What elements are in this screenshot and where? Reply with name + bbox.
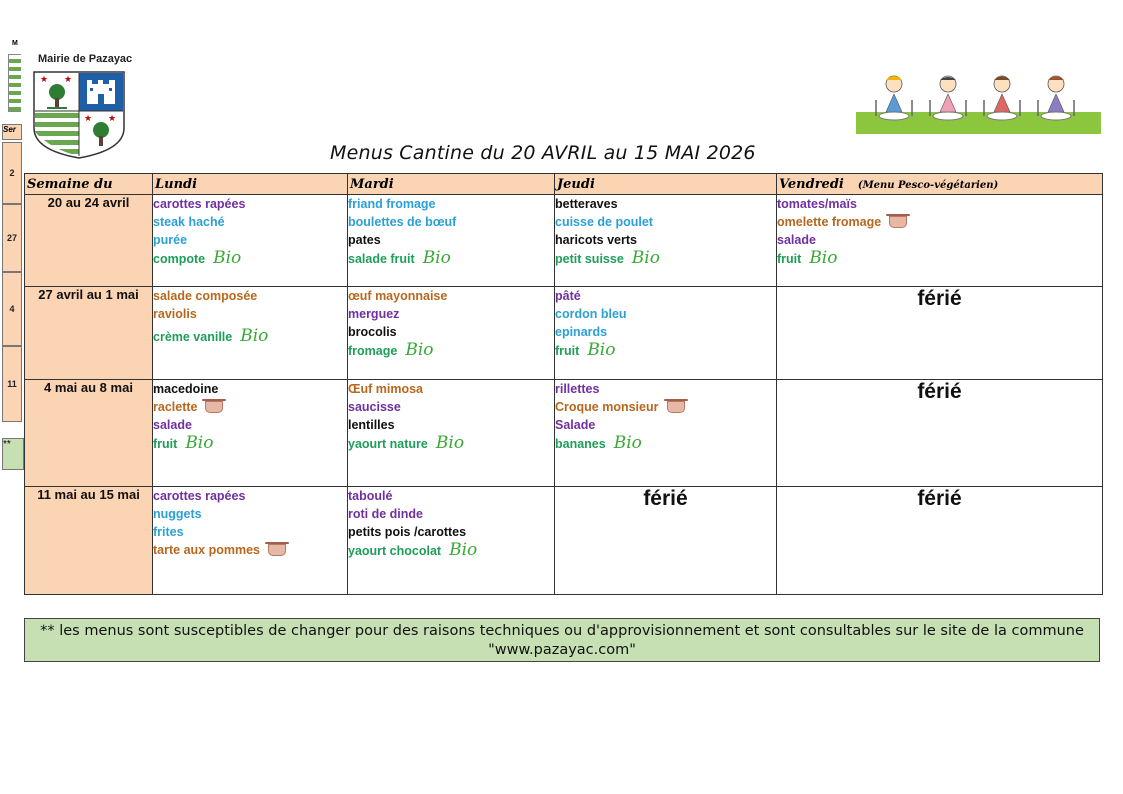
- svg-text:★: ★: [108, 113, 117, 123]
- menu-item-text: purée: [153, 233, 188, 247]
- table-row: [25, 487, 1103, 595]
- bio-badge: Bio: [213, 248, 242, 268]
- menu-item: [348, 305, 554, 323]
- ferie-cell-vendredi: férié: [777, 380, 1103, 487]
- ferie-cell-jeudi: férié: [555, 487, 777, 595]
- menu-item: [777, 213, 1102, 231]
- ghost-week-cell: 2: [2, 142, 22, 204]
- table-row: [25, 195, 1103, 287]
- pazayac-coat-of-arms: [32, 70, 126, 160]
- week-cell: 11 mai au 15 mai: [25, 487, 153, 595]
- menu-item: [555, 231, 776, 249]
- menu-item: [348, 213, 554, 231]
- header-jeudi: Jeudi: [555, 174, 777, 195]
- menu-item: [348, 505, 554, 523]
- menu-item-text: cordon bleu: [555, 307, 627, 321]
- menu-title: Menus Cantine du 20 AVRIL au 15 MAI 2026: [330, 142, 756, 164]
- menu-cell-lundi: [153, 380, 348, 487]
- menu-item-text: steak haché: [153, 215, 225, 229]
- menu-item: [777, 231, 1102, 249]
- menu-item-text: raclette: [153, 400, 198, 414]
- menu-item-text: macedoine: [153, 382, 219, 396]
- ferie-cell-vendredi: férié: [777, 287, 1103, 380]
- menu-cell-mardi: [348, 195, 555, 287]
- table-header-row: [25, 174, 1103, 195]
- menu-item: [777, 195, 1102, 213]
- menu-item-text: brocolis: [348, 325, 397, 339]
- cooking-pot-icon: [667, 401, 685, 413]
- menu-item-text: haricots verts: [555, 233, 637, 247]
- menu-item-text: compote: [153, 252, 206, 266]
- menu-item: [348, 541, 554, 559]
- menu-item: [153, 541, 347, 559]
- menu-cell-lundi: [153, 487, 348, 595]
- menu-item-text: pâté: [555, 289, 581, 303]
- ghost-note: **: [2, 438, 24, 470]
- menu-cell-mardi: [348, 380, 555, 487]
- menu-item: [153, 195, 347, 213]
- menu-item-text: fruit: [153, 437, 178, 451]
- header-mardi: Mardi: [348, 174, 555, 195]
- table-row: [25, 380, 1103, 487]
- ghost-crest: [8, 54, 21, 112]
- menu-cell-lundi: [153, 195, 348, 287]
- svg-text:★: ★: [64, 74, 73, 84]
- bio-badge: Bio: [422, 248, 451, 268]
- background-page-sliver: [0, 36, 22, 476]
- footer-note-line1: ** les menus sont susceptibles de changer pour des raisons techniques ou d'approvisionnement et sont consultables sur le site de la commune: [40, 623, 1084, 639]
- menu-item: [348, 323, 554, 341]
- menu-item: [555, 323, 776, 341]
- menu-item-text: merguez: [348, 307, 400, 321]
- menu-item: [153, 434, 347, 452]
- week-cell: 20 au 24 avril: [25, 195, 153, 287]
- menu-item: [153, 523, 347, 541]
- svg-text:★: ★: [84, 113, 93, 123]
- header-lundi: Lundi: [153, 174, 348, 195]
- menu-item: [153, 249, 347, 267]
- menu-item-text: betteraves: [555, 197, 618, 211]
- menu-item-text: fruit: [555, 344, 580, 358]
- menu-cell-lundi: [153, 287, 348, 380]
- ghost-week-cell: 27: [2, 204, 22, 272]
- menu-item: [555, 249, 776, 267]
- cooking-pot-icon: [268, 544, 286, 556]
- menu-item-text: tomates/maïs: [777, 197, 857, 211]
- menu-item-text: roti de dinde: [348, 507, 423, 521]
- menu-item: [348, 249, 554, 267]
- menu-item: [153, 305, 347, 323]
- menu-item-text: rillettes: [555, 382, 600, 396]
- menu-item-text: crème vanille: [153, 330, 233, 344]
- menu-item-text: pates: [348, 233, 381, 247]
- menu-item: [555, 213, 776, 231]
- bio-badge: Bio: [405, 340, 434, 360]
- menu-item-text: salade composée: [153, 289, 258, 303]
- menu-item-text: boulettes de bœuf: [348, 215, 457, 229]
- header-vendredi-note: (Menu Pesco-végétarien): [857, 179, 999, 191]
- menu-item: [555, 416, 776, 434]
- menu-item-text: saucisse: [348, 400, 401, 414]
- menu-item-text: taboulé: [348, 489, 393, 503]
- menu-item: [153, 231, 347, 249]
- ghost-letter: M: [12, 40, 18, 47]
- svg-text:★: ★: [40, 74, 49, 84]
- menu-item-text: carottes rapées: [153, 197, 246, 211]
- bio-badge: Bio: [185, 433, 214, 453]
- bio-badge: Bio: [613, 433, 642, 453]
- menu-item-text: œuf mayonnaise: [348, 289, 448, 303]
- menu-item: [348, 231, 554, 249]
- menu-item: [555, 305, 776, 323]
- bio-badge: Bio: [587, 340, 616, 360]
- menu-cell-jeudi: [555, 380, 777, 487]
- menu-item-text: raviolis: [153, 307, 197, 321]
- menu-item: [153, 287, 347, 305]
- menu-cell-mardi: [348, 287, 555, 380]
- menu-item: [348, 523, 554, 541]
- menu-item-text: friand fromage: [348, 197, 436, 211]
- menu-cell-mardi: [348, 487, 555, 595]
- menu-item: [153, 487, 347, 505]
- menu-item: [555, 380, 776, 398]
- ferie-cell-vendredi: férié: [777, 487, 1103, 595]
- menu-item-text: epinards: [555, 325, 608, 339]
- menu-item-text: petit suisse: [555, 252, 624, 266]
- menu-cell-jeudi: [555, 287, 777, 380]
- bio-badge: Bio: [631, 248, 660, 268]
- table-row: [25, 287, 1103, 380]
- menu-item: [153, 380, 347, 398]
- menu-table: [24, 173, 1103, 595]
- footer-note: [24, 618, 1100, 662]
- menu-item-text: fromage: [348, 344, 398, 358]
- menu-item: [555, 434, 776, 452]
- menu-item: [348, 380, 554, 398]
- menu-item-text: salade fruit: [348, 252, 415, 266]
- menu-item: [153, 398, 347, 416]
- ghost-header-cell: Ser: [2, 124, 22, 140]
- menu-item: [153, 213, 347, 231]
- ghost-week-cell: 4: [2, 272, 22, 346]
- cooking-pot-icon: [889, 216, 907, 228]
- week-cell: 4 mai au 8 mai: [25, 380, 153, 487]
- menu-item: [153, 327, 347, 345]
- menu-item-text: tarte aux pommes: [153, 543, 260, 557]
- kids-dining-illustration: [856, 72, 1101, 134]
- menu-item-text: salade: [777, 233, 816, 247]
- menu-item-text: omelette fromage: [777, 215, 882, 229]
- menu-item-text: fruit: [777, 252, 802, 266]
- bio-badge: Bio: [809, 248, 838, 268]
- menu-item: [555, 398, 776, 416]
- menu-item-text: petits pois /carottes: [348, 525, 467, 539]
- menu-item-text: carottes rapées: [153, 489, 246, 503]
- menu-item-text: bananes: [555, 437, 606, 451]
- cooking-pot-icon: [205, 401, 223, 413]
- menu-item: [153, 416, 347, 434]
- menu-item-text: cuisse de poulet: [555, 215, 653, 229]
- menu-item: [348, 287, 554, 305]
- menu-item: [555, 341, 776, 359]
- menu-item: [348, 487, 554, 505]
- bio-badge: Bio: [240, 326, 269, 346]
- menu-item: [555, 195, 776, 213]
- menu-item-text: yaourt chocolat: [348, 544, 442, 558]
- menu-item: [153, 505, 347, 523]
- week-cell: 27 avril au 1 mai: [25, 287, 153, 380]
- menu-item-text: salade: [153, 418, 192, 432]
- menu-item-text: yaourt nature: [348, 437, 428, 451]
- header-vendredi-label: Vendredi: [779, 176, 844, 192]
- menu-cell-jeudi: [555, 195, 777, 287]
- menu-cell-vendredi: [777, 195, 1103, 287]
- menu-item: [777, 249, 1102, 267]
- mairie-label: Mairie de Pazayac: [38, 53, 133, 65]
- menu-item-text: nuggets: [153, 507, 202, 521]
- ghost-week-cell: 11: [2, 346, 22, 422]
- bio-badge: Bio: [449, 540, 478, 560]
- menu-item: [348, 195, 554, 213]
- menu-item-text: Croque monsieur: [555, 400, 659, 414]
- menu-item: [348, 341, 554, 359]
- menu-item: [348, 434, 554, 452]
- footer-note-line2: "www.pazayac.com": [488, 642, 636, 658]
- menu-item-text: Œuf mimosa: [348, 382, 424, 396]
- header-week: Semaine du: [25, 174, 153, 195]
- menu-item-text: frites: [153, 525, 184, 539]
- menu-item-text: Salade: [555, 418, 596, 432]
- menu-item: [348, 398, 554, 416]
- menu-item-text: lentilles: [348, 418, 395, 432]
- menu-item: [348, 416, 554, 434]
- bio-badge: Bio: [435, 433, 465, 453]
- header-vendredi: [777, 174, 1103, 195]
- menu-item: [555, 287, 776, 305]
